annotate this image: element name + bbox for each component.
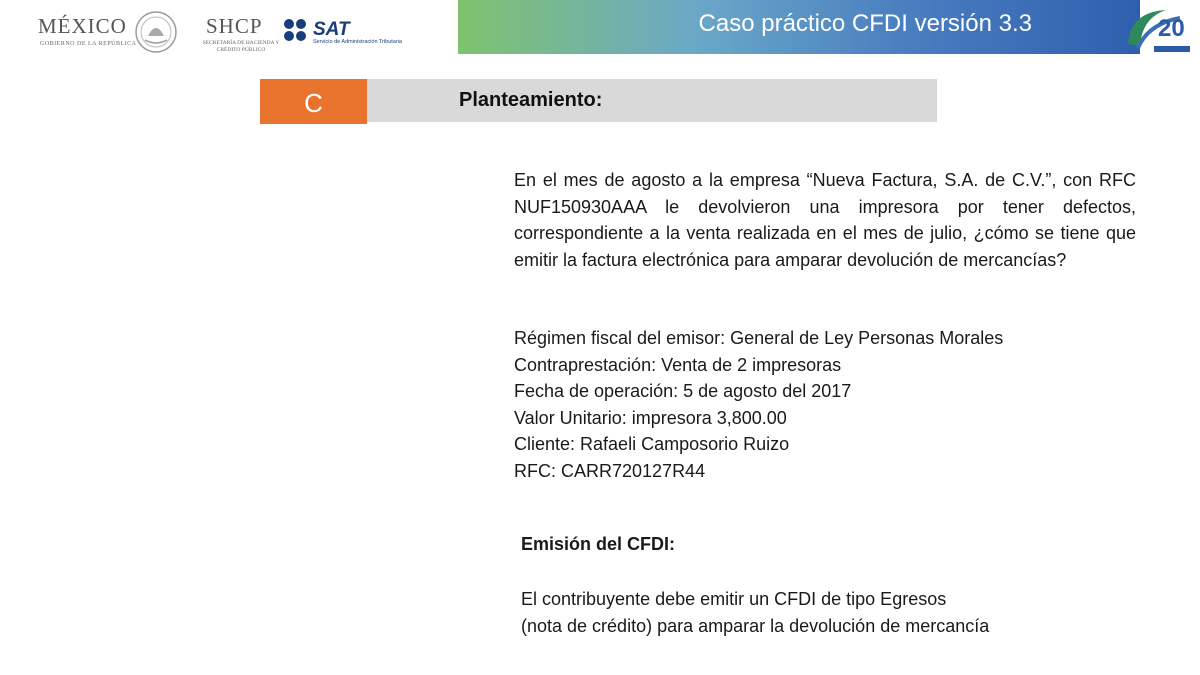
sat-logo: [283, 16, 423, 48]
detail-line: Régimen fiscal del emisor: General de Ley Personas Morales: [514, 328, 1004, 348]
detail-line: Fecha de operación: 5 de agosto del 2017: [514, 381, 852, 401]
mexico-logo: [38, 12, 137, 52]
section-title: Planteamiento:: [459, 89, 603, 111]
detail-line: Valor Unitario: impresora 3,800.00: [514, 407, 787, 428]
mexico-logo-word: MÉXICO: [38, 14, 127, 38]
sat-logo-word: SAT: [313, 19, 350, 40]
sat-logo-subtitle: Servicio de Administración Tributaria: [313, 39, 402, 45]
shcp-logo: [196, 12, 280, 53]
title-banner: [458, 0, 1140, 54]
detail-line: Contraprestación: Venta de 2 impresoras: [514, 354, 842, 375]
anniversary-logo-icon: [1118, 4, 1198, 56]
header: [0, 0, 1200, 56]
banner-title: Caso práctico CFDI versión 3.3: [698, 10, 1032, 37]
sat-logo-icon: [283, 18, 309, 44]
national-seal-icon: [133, 10, 179, 54]
detail-line: Cliente: Rafaeli Camposorio Ruizo: [514, 434, 790, 454]
details-list: [514, 325, 1114, 484]
shcp-logo-word: SHCP: [206, 14, 263, 38]
mexico-logo-subtitle: GOBIERNO DE LA REPÚBLICA: [40, 41, 137, 47]
emision-heading: Emisión del CFDI:: [521, 534, 676, 554]
section-label: C: [260, 79, 367, 124]
problem-paragraph: En el mes de agosto a la empresa “Nueva Factura, S.A. de C.V.”, con RFC NUF150930AAA le devolvieron una impresora por tener defectos, correspondiente a la venta realizada en el mes de julio, ¿cómo se tiene que emitir la factura electrónica para amparar devolución de mercancías?: [514, 170, 1136, 270]
detail-line: RFC: CARR720127R44: [514, 460, 706, 481]
emision-line: (nota de crédito) para amparar la devolución de mercancía: [521, 616, 990, 636]
emision-text: [521, 586, 1121, 640]
emision-line: El contribuyente debe emitir un CFDI de tipo Egresos: [521, 589, 947, 609]
shcp-logo-subtitle: SECRETARÍA DE HACIENDA Y CRÉDITO PÚBLICO: [202, 40, 280, 53]
anniversary-number: 20: [1158, 15, 1185, 42]
section-title-bar: [367, 79, 937, 122]
